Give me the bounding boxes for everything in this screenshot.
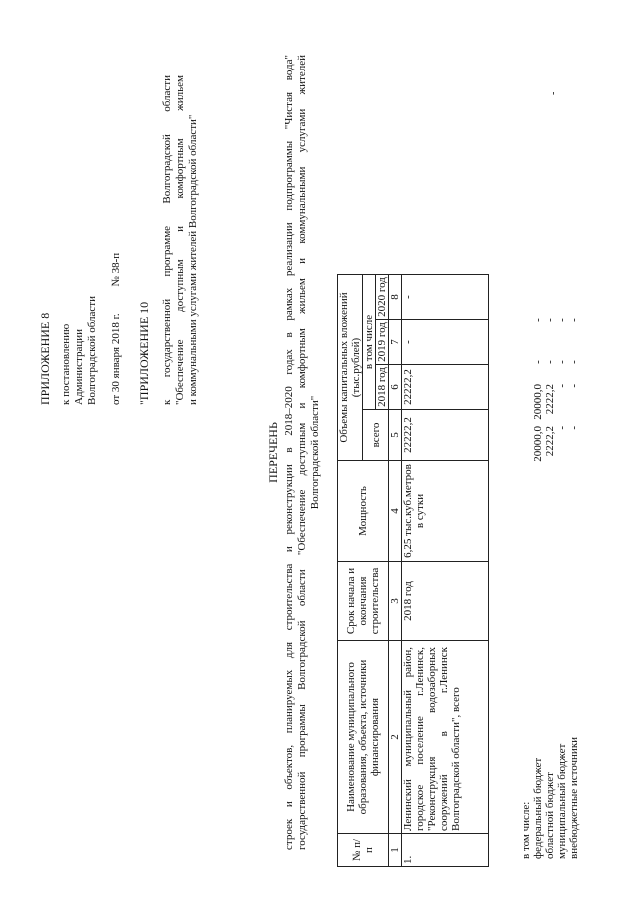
column-numbers-row: [389, 275, 402, 867]
row-period: 2018 год: [402, 562, 489, 641]
funding-label: областной бюджет: [544, 772, 556, 859]
funding-breakdown: [520, 307, 580, 867]
funding-2018: -: [556, 384, 568, 388]
table-row: [402, 275, 489, 867]
funding-2020: -: [556, 318, 568, 322]
header-capacity: Мощность: [338, 461, 389, 562]
document-number: № 38-п: [110, 252, 122, 287]
header-investments: Объемы капитальных вложений (тыс.рублей): [338, 275, 363, 461]
row-2018: 22222,2: [402, 365, 489, 410]
margin-mark: -: [548, 91, 559, 95]
row-capacity: 6,25 тыс.куб.метров в сутки: [402, 461, 489, 562]
funding-label: федеральный бюджет: [532, 757, 544, 859]
date-number-line: [110, 75, 123, 405]
row-num: 1.: [402, 834, 489, 867]
list-item: [544, 307, 556, 867]
column-number: 6: [389, 365, 402, 410]
row-2020: -: [402, 275, 489, 320]
funding-2019: -: [544, 360, 556, 364]
page-title: ПЕРЕЧЕНЬ: [266, 422, 280, 483]
page-subtitle: [283, 55, 322, 850]
header-num: № п/п: [338, 834, 389, 867]
funding-2018: 20000,0: [532, 384, 544, 420]
header-incl: в том числе: [363, 275, 376, 410]
funding-label: муниципальный бюджет: [556, 743, 568, 859]
funding-2019: -: [532, 360, 544, 364]
funding-2019: -: [556, 360, 568, 364]
header-2019: 2019 год: [376, 320, 389, 365]
row-name: Ленинский муниципальный район, городское поселение г.Ленинск, "Реконструкция водозаборных сооружений в г.Ленинск Волгоградской области", всего: [402, 647, 462, 831]
objects-table: [337, 274, 489, 867]
header-name: Наименование муниципального образования, объекта, источники финансирования: [338, 641, 389, 834]
resolution-line: к постановлению: [60, 323, 72, 405]
funding-total: 20000,0: [532, 426, 544, 462]
list-item: [556, 307, 568, 867]
column-number: 4: [389, 461, 402, 562]
resolution-line: Волгоградской области: [86, 296, 98, 405]
funding-2019: -: [568, 360, 580, 364]
funding-label: внебюджетные источники: [568, 736, 580, 859]
program-line: и коммунальными услугами жителей Волгоградской области": [187, 114, 199, 405]
funding-label: в том числе:: [520, 801, 532, 859]
list-item: [532, 307, 544, 867]
funding-total: -: [556, 426, 568, 430]
row-total: 22222,2: [402, 410, 489, 461]
column-number: 8: [389, 275, 402, 320]
funding-2020: -: [568, 318, 580, 322]
header-period: Срок начала и окончания строительства: [338, 562, 389, 641]
subtitle-line: Волгоградской области": [309, 395, 321, 510]
column-number: 2: [389, 641, 402, 834]
column-number: 7: [389, 320, 402, 365]
appendix-10-heading: "ПРИЛОЖЕНИЕ 10: [137, 301, 151, 405]
resolution-line: Администрации: [73, 328, 85, 405]
funding-2020: -: [532, 318, 544, 322]
column-number: 5: [389, 410, 402, 461]
header-2018: 2018 год: [376, 365, 389, 410]
document-date: от 30 января 2018 г.: [110, 313, 122, 405]
header-2020: 2020 год: [376, 275, 389, 320]
column-number: 1: [389, 834, 402, 867]
subtitle-line: строек и объектов, планируемых для строительства и реконструкции в 2018–2020 годах в рамках реализации подпрограммы "Чистая вода": [283, 55, 295, 850]
row-2019: -: [402, 320, 489, 365]
column-number: 3: [389, 562, 402, 641]
funding-total: 2222,2: [544, 426, 556, 457]
header-total: всего: [363, 410, 389, 461]
program-line: к государственной программе Волгоградской области: [161, 75, 173, 405]
list-item: [568, 307, 580, 867]
list-item: [520, 307, 532, 867]
funding-total: -: [568, 426, 580, 430]
header-block: [38, 75, 200, 405]
subtitle-line: государственной программы Волгоградской области "Обеспечение доступным и комфортным жильем и коммунальными услугами жителей: [296, 55, 308, 850]
row-name-cell: [402, 641, 489, 834]
funding-2018: -: [568, 384, 580, 388]
funding-2018: 2222,2: [544, 384, 556, 415]
program-line: "Обеспечение доступным и комфортным жильем: [174, 75, 186, 405]
appendix-8-heading: ПРИЛОЖЕНИЕ 8: [38, 312, 52, 405]
funding-2020: -: [544, 318, 556, 322]
